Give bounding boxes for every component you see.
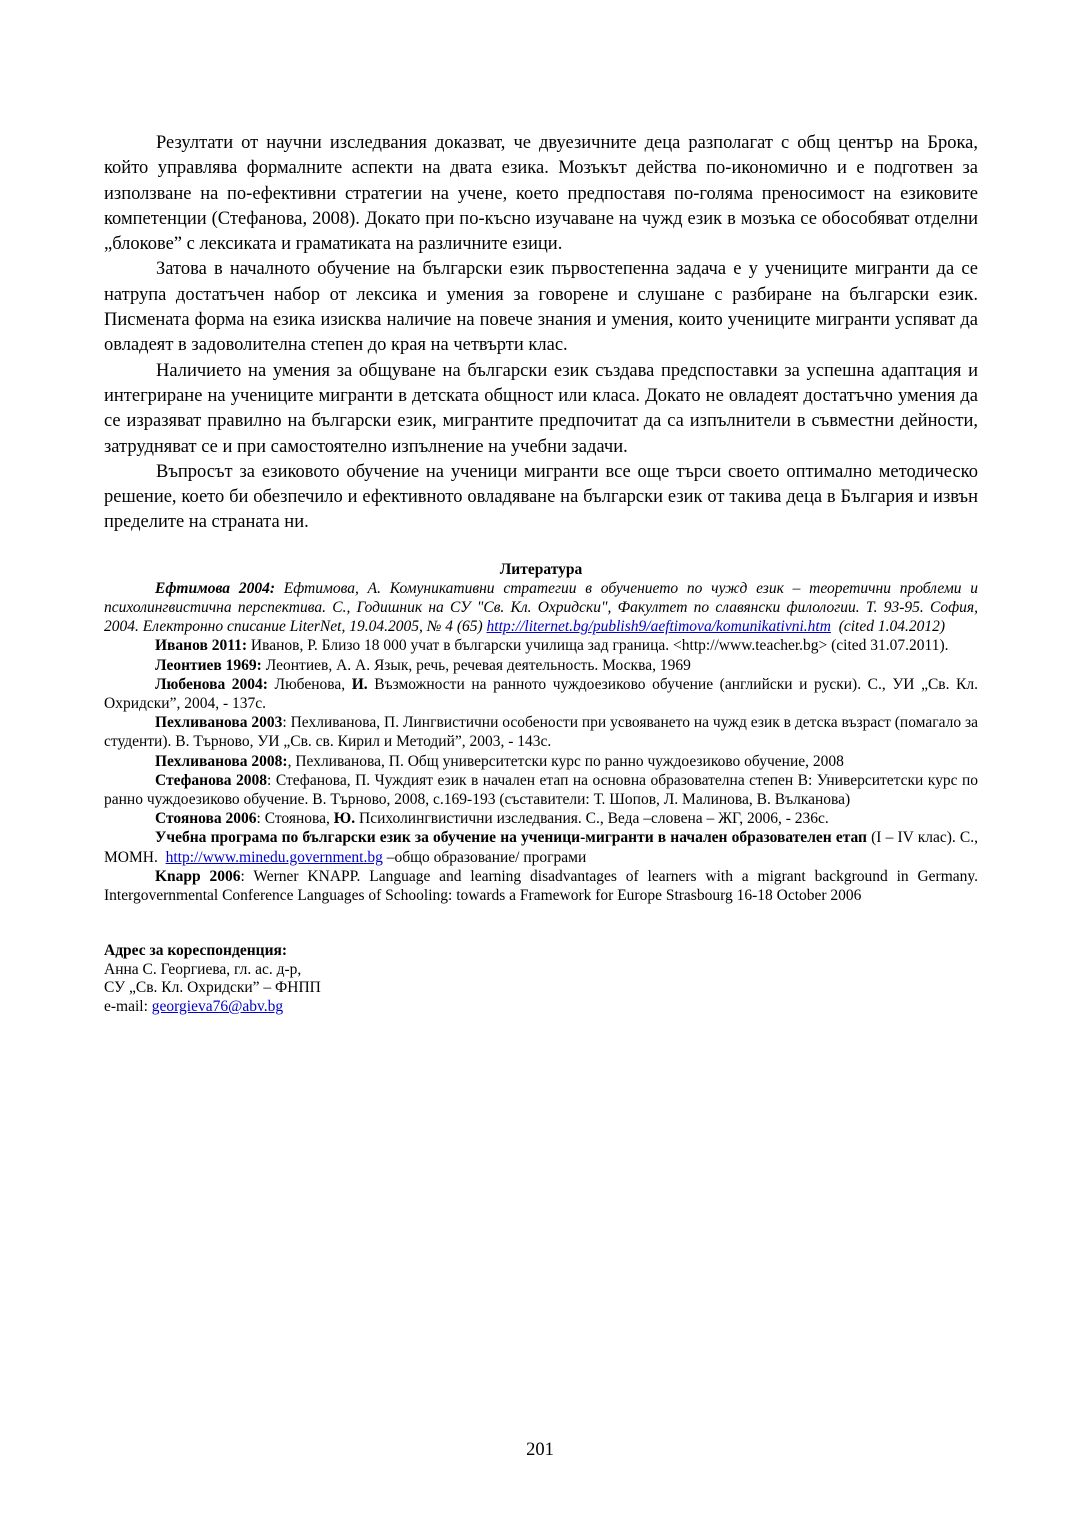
email-link[interactable]: georgieva76@abv.bg [151,997,284,1015]
reference-text: : Пехливанова, П. Лингвистични особености при усвояването на чужд език в детска възраст (помагало за студенти). В. Търново, УИ „Св. св. Кирил и Методий”, 2003, - 143с. [104,714,978,751]
email-label: e-mail: [104,997,152,1015]
reference-key: Леонтиев 1969: [155,656,262,674]
reference-item [104,828,982,866]
reference-key: Ефтимова 2004: [155,579,275,597]
reference-text: Ефтимова, А. Комуникативни стратегии в обучението по чужд език – теоретични проблеми и психолингвистична перспектива. С., Годишник на СУ "Св. Кл. Охридски", Факултет по славянски филологии. Т. 93-95. София, 2004. Електронно списание LiterNet, 19.04.2005, № 4 (65) [104,579,978,636]
reference-link[interactable]: http://liternet.bg/publish9/aeftimova/komunikativni.htm [486,618,831,636]
reference-item [104,675,978,713]
reference-key: Knapp 2006 [155,867,241,885]
address-title: Адрес за кореспонденция: [104,942,288,960]
reference-key: Стоянова 2006 [155,810,257,828]
reference-item [104,752,978,771]
reference-text: (cited 1.04.2012) [830,618,946,636]
address-email-line [104,998,978,1017]
reference-key: Любенова 2004: [155,675,268,693]
page-number: 201 [526,1440,554,1460]
reference-text: Психолингвистични изследвания. С., Веда –словена – ЖГ, 2006, - 236с. [355,810,829,828]
reference-item [104,656,978,675]
body-paragraph: Въпросът за езиковото обучение на ученици мигранти все още търси своето оптимално методическо решение, което би обезпечило и ефективното овладяване на български език от такива деца в България и извън пределите на страната ни. [104,461,978,533]
reference-text: : Стоянова, [256,810,334,828]
reference-item [104,867,978,905]
body-paragraph: Наличието на умения за общуване на български език създава предспоставки за успешна адаптация и интегриране на учениците мигранти в детската общност или класа. Докато не овладеят достатъчно умения да се изразяват правилно на български език, мигрантите предпочитат да са изпълнители в съвместни дейности, затрудняват се и при самостоятелно изпълнение на учебни задачи. [104,360,978,457]
reference-key: Стефанова 2008 [155,771,268,789]
reference-text: Леонтиев, А. А. Язык, речь, речевая деятельность. Москва, 1969 [261,656,691,674]
page-content [104,131,982,1016]
reference-item [104,771,978,809]
reference-initial: Ю. [333,810,356,828]
reference-text: Любенова, [267,675,352,693]
reference-key: Учебна програма по български език за обучение на ученици-мигранти в начален образователен етап [155,829,867,847]
reference-item [104,636,978,655]
reference-text: , Пехливанова, П. Общ университетски курс по ранно чуждоезиково обучение, 2008 [287,752,844,770]
reference-item [104,579,978,637]
reference-item [104,713,978,751]
reference-key: Пехливанова 2003 [155,714,283,732]
reference-text: Иванов, Р. Близо 18 000 учат в български училища зад граница. <http://www.teacher.bg> (cited 31.07.2011). [247,637,949,655]
references-title: Литература [499,560,583,578]
reference-text: : Стефанова, П. Чуждият език в начален етап на основна образователна степен В: Университетски курс по ранно чуждоезиково обучение. В. Търново, 2008, с.169-193 (съставители: Т. Шопов, Л. Малинова, В. Вълканова) [104,771,979,808]
body-paragraph: Затова в началното обучение на български език първостепенна задача е у учениците мигранти да се натрупа достатъчен набор от лексика и умения за говорене и слушане с разбиране на български език. Писмената форма на езика изисква наличие на повече знания и умения, които учениците мигранти успяват да овладеят в задоволителна степен до края на четвърти клас. [104,259,978,356]
reference-text: (I – IV клас). С., МОМН. [104,829,982,866]
reference-link[interactable]: http://www.minedu.government.bg [165,848,383,866]
reference-text: : Werner KNAPP. Language and learning disadvantages of learners with a migrant background in Germany. Intergovernmental Conference Languages of Schooling: towards a Framework for Europe Strasbourg 16-18 October 2006 [104,867,978,904]
reference-item [104,809,978,828]
reference-key: Иванов 2011: [155,637,248,655]
body-paragraph: Резултати от научни изследвания доказват, че двуезичните деца разполагат с общ център на Брока, който управлява формалните аспекти на двата езика. Мозъкът действа по-икономично и е подготвен за използване на по-ефективни стратегии на учене, което предпоставя по-голяма преносимост на езиковите компетенции (Стефанова, 2008). Докато при по-късно изучаване на чужд език в мозъка се обособяват отделни „блокове” с лексиката и граматиката на различните езици. [104,133,978,255]
reference-initial: И. [351,675,368,693]
correspondence-address [104,942,978,1016]
reference-text: Възможности на ранното чуждоезиково обучение (английски и руски). С., УИ „Св. Кл. Охридски”, 2004, - 137с. [104,675,979,712]
reference-key: Пехливанова 2008: [155,752,288,770]
reference-text: –общо образование/ програми [382,848,587,866]
address-name: Анна С. Георгиева, гл. ас. д-р, [104,960,302,978]
address-organization: СУ „Св. Кл. Охридски” – ФНПП [104,979,321,997]
